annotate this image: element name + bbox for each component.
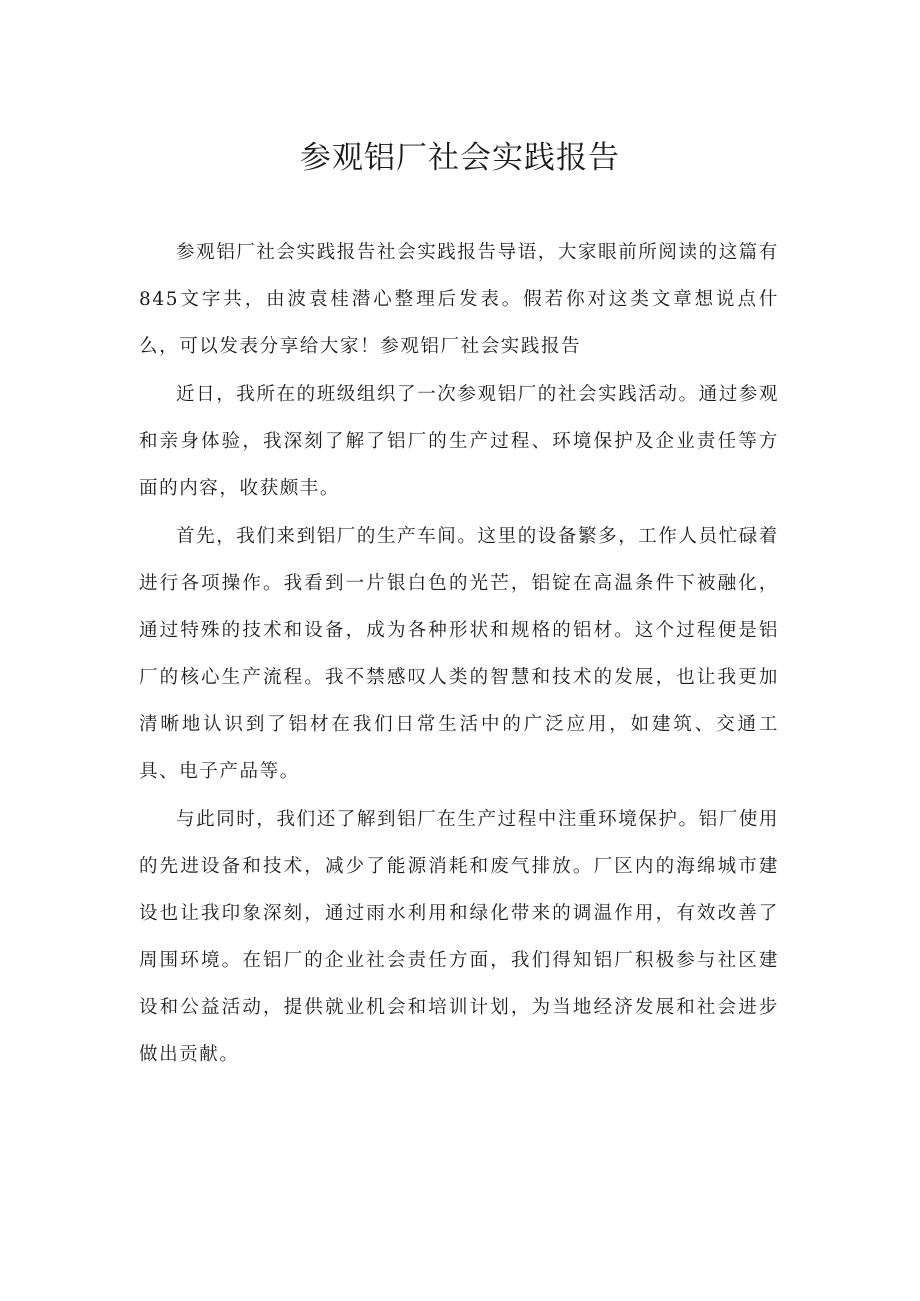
document-body: [139, 229, 779, 1079]
document-title: 参观铝厂社会实践报告: [300, 140, 620, 176]
paragraph-overview: 近日，我所在的班级组织了一次参观铝厂的社会实践活动。通过参观和亲身体验，我深刻了解了铝厂的生产过程、环境保护及企业责任等方面的内容，收获颇丰。: [139, 384, 780, 499]
paragraph-environment: 与此同时，我们还了解到铝厂在生产过程中注重环境保护。铝厂使用的先进设备和技术，减少了能源消耗和废气排放。厂区内的海绵城市建设也让我印象深刻，通过雨水利用和绿化带来的调温作用，有效改善了周围环境。在铝厂的企业社会责任方面，我们得知铝厂积极参与社区建设和公益活动，提供就业机会和培训计划，为当地经济发展和社会进步做出贡献。: [139, 809, 780, 1065]
paragraph-production: 首先，我们来到铝厂的生产车间。这里的设备繁多，工作人员忙碌着进行各项操作。我看到一片银白色的光芒，铝锭在高温条件下被融化，通过特殊的技术和设备，成为各种形状和规格的铝材。这个过程便是铝厂的核心生产流程。我不禁感叹人类的智慧和技术的发展，也让我更加清晰地认识到了铝材在我们日常生活中的广泛应用，如建筑、交通工具、电子产品等。: [139, 526, 780, 782]
paragraph-intro: 参观铝厂社会实践报告社会实践报告导语，大家眼前所阅读的这篇有845文字共，由波袁桂潜心整理后发表。假若你对这类文章想说点什么，可以发表分享给大家！参观铝厂社会实践报告: [139, 242, 780, 357]
